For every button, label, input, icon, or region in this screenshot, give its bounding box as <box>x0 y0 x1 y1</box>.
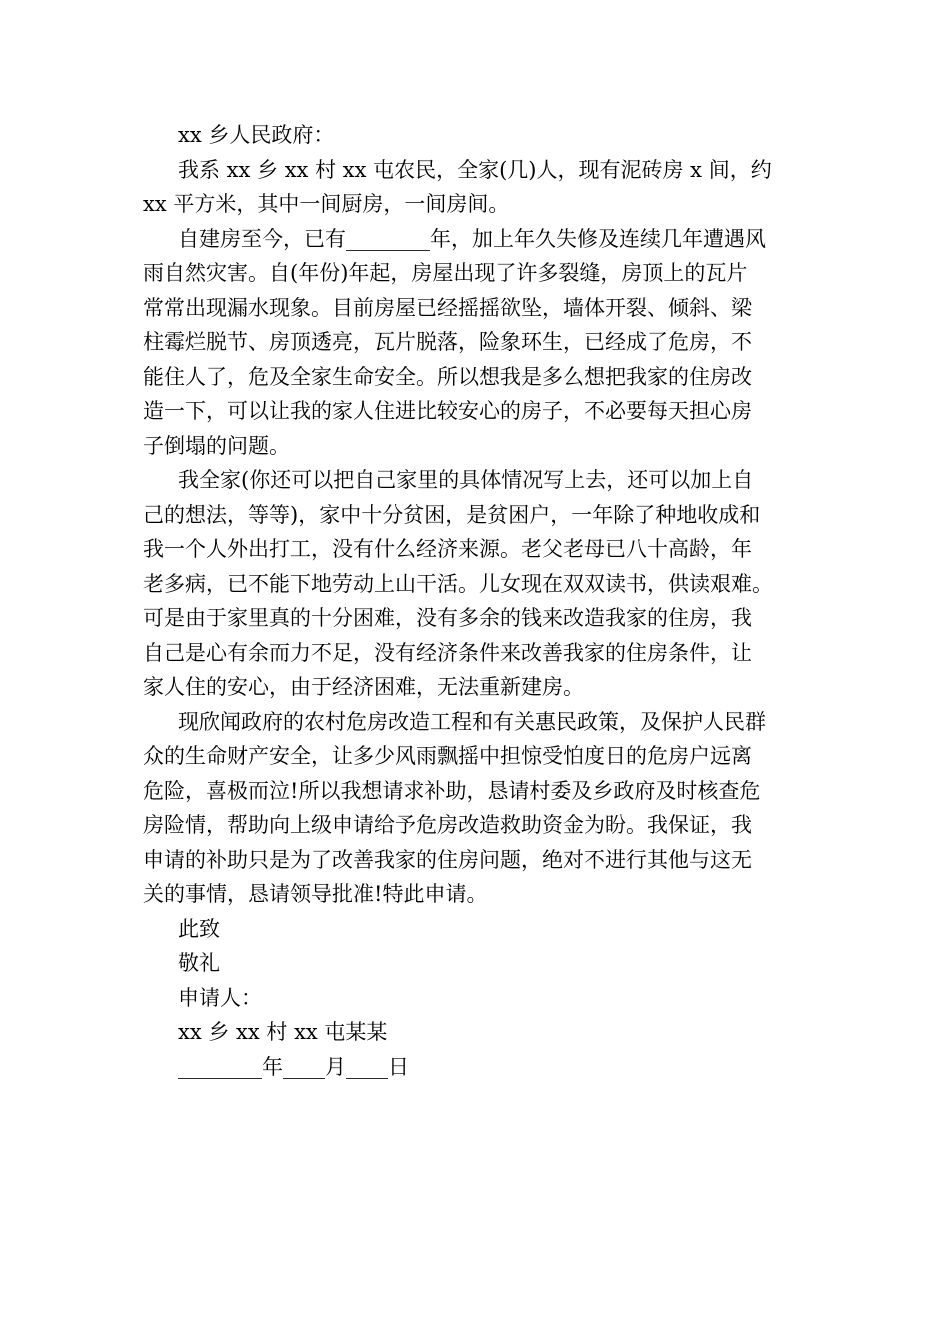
applicant-name: xx 乡 xx 村 xx 屯某某 <box>178 1020 388 1044</box>
paragraph-line: 我系 xx 乡 xx 村 xx 屯农民，全家(几)人，现有泥砖房 x 间，约 <box>178 157 772 182</box>
paragraph-4 <box>143 705 811 912</box>
closing-ci-zhi: 此致 <box>178 916 220 941</box>
date-line: ________年____月____日 <box>178 1054 409 1079</box>
paragraph-line: 房险情，帮助向上级申请给予危房改造救助资金为盼。我保证，我 <box>143 813 752 837</box>
paragraph-line: 老多病，已不能下地劳动上山干活。儿女现在双双读书，供读艰难。 <box>143 571 773 596</box>
paragraph-line: 自己是心有余而力不足，没有经济条件来改善我家的住房条件，让 <box>143 640 752 665</box>
applicant-label: 申请人： <box>178 985 262 1010</box>
paragraph-line: 柱霉烂脱节、房顶透亮，瓦片脱落，险象环生，已经成了危房，不 <box>143 330 752 354</box>
paragraph-1 <box>143 153 811 222</box>
paragraph-line: 关的事情，恳请领导批准!特此申请。 <box>143 882 488 906</box>
paragraph-line: 雨自然灾害。自(年份)年起，房屋出现了许多裂缝，房顶上的瓦片 <box>143 261 748 285</box>
paragraph-line: 自建房至今，已有________年，加上年久失修及连续几年遭遇风 <box>178 226 766 251</box>
paragraph-line: xx 平方米，其中一间厨房，一间房间。 <box>143 192 510 216</box>
paragraph-line: 能住人了，危及全家生命安全。所以想我是多么想把我家的住房改 <box>143 364 752 389</box>
closing-jing-li: 敬礼 <box>178 951 220 975</box>
closing <box>143 912 811 1085</box>
letter <box>143 118 811 1084</box>
paragraph-2 <box>143 222 811 464</box>
paragraph-line: 我一个人外出打工，没有什么经济来源。老父老母已八十高龄，年 <box>143 537 752 561</box>
paragraph-line: 可是由于家里真的十分困难，没有多余的钱来改造我家的住房，我 <box>143 606 752 630</box>
paragraph-line: 造一下，可以让我的家人住进比较安心的房子，不必要每天担心房 <box>143 399 752 423</box>
paragraph-line: 我全家(你还可以把自己家里的具体情况写上去，还可以加上自 <box>178 468 754 492</box>
paragraph-line: 现欣闻政府的农村危房改造工程和有关惠民政策，及保护人民群 <box>178 709 766 734</box>
paragraph-3 <box>143 463 811 705</box>
paragraph-line: 家人住的安心，由于经济困难，无法重新建房。 <box>143 675 584 699</box>
paragraph-line: 常常出现漏水现象。目前房屋已经摇摇欲坠，墙体开裂、倾斜、梁 <box>143 295 752 320</box>
paragraph-line: 子倒塌的问题。 <box>143 433 290 458</box>
paragraph-line: 己的想法，等等)，家中十分贫困，是贫困户，一年除了种地收成和 <box>143 502 761 527</box>
paragraph-line: 申请的补助只是为了改善我家的住房问题，绝对不进行其他与这无 <box>143 847 752 872</box>
addressee: xx 乡人民政府： <box>178 123 335 147</box>
paragraph-line: 危险，喜极而泣!所以我想请求补助，恳请村委及乡政府及时核查危 <box>143 778 761 803</box>
paragraph-line: 众的生命财产安全，让多少风雨飘摇中担惊受怕度日的危房户远离 <box>143 744 752 768</box>
